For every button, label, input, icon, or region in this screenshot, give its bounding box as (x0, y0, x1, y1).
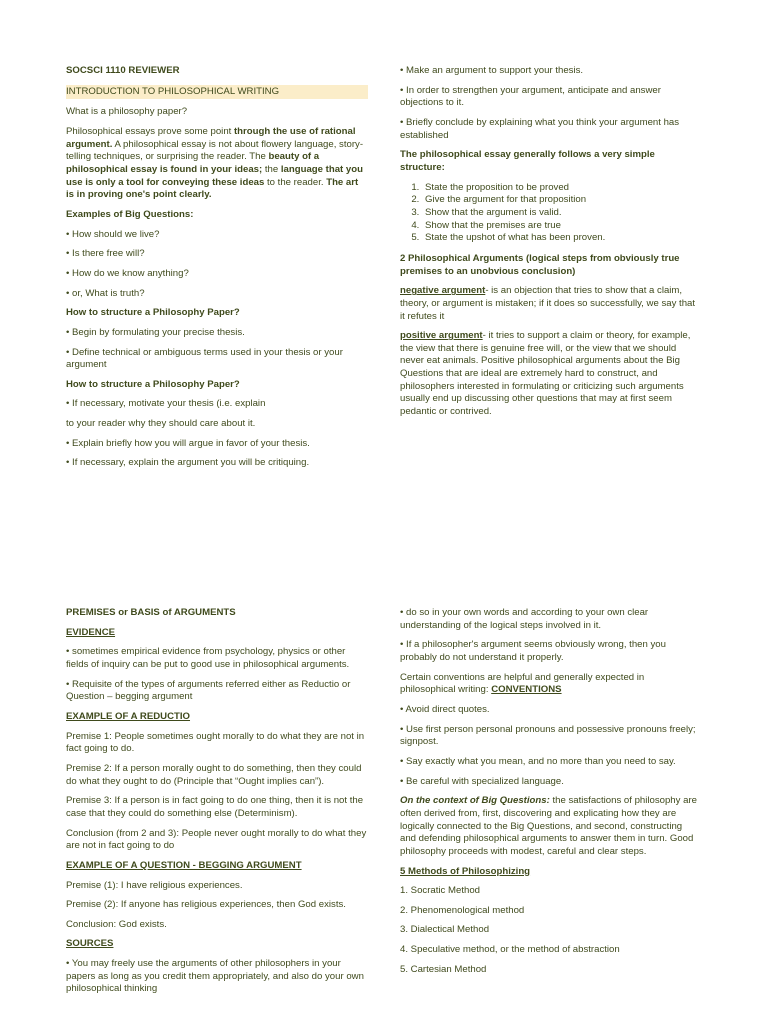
positive-argument-paragraph (400, 330, 700, 419)
conventions-term: CONVENTIONS (491, 684, 562, 696)
convention-item: • Use first person personal pronouns and possessive pronouns freely; signpost. (400, 723, 696, 748)
two-arguments-heading: 2 Philosophical Arguments (logical steps from obviously true premises to an unobvious conclusion) (400, 252, 680, 277)
intro-bold-1: through the use of rational argument. (66, 125, 356, 150)
structure-heading: How to structure a Philosophy Paper? (66, 307, 240, 319)
course-title: SOCSCI 1110 REVIEWER (66, 65, 180, 76)
conventions-lead: Certain conventions are helpful and generally expected in philosophical writing: (400, 671, 645, 696)
structure-step: 5. State the upshot of what has been proven. (422, 232, 700, 245)
methods-heading: 5 Methods of Philosophizing (400, 865, 531, 877)
structure-item: to your reader why they should care about it. (66, 418, 256, 430)
convention-item: • Avoid direct quotes. (400, 703, 490, 715)
method-item: 3. Dialectical Method (400, 924, 490, 936)
reductio-item: Premise 3: If a person is in fact going to do one thing, then it is not the case that they could do something else (Determinism). (66, 795, 364, 819)
intro-paragraph (66, 126, 368, 202)
intro-bold-2: beauty of a philosophical essay is found in your ideas; (66, 151, 320, 175)
question-text: What is a philosophy paper? (66, 106, 188, 118)
section-title-highlight: INTRODUCTION TO PHILOSOPHICAL WRITING (66, 85, 368, 100)
conventions-paragraph (400, 672, 700, 697)
bullet-item: • If a philosopher's argument seems obviously wrong, then you probably do not understand it properly. (400, 639, 666, 663)
big-question-item: • Is there free will? (66, 248, 145, 260)
structure-step: 2. Give the argument for that proposition (422, 194, 700, 207)
top-left-column (66, 65, 368, 477)
structure-item: • Explain briefly how you will argue in favor of your thesis. (66, 437, 310, 449)
structure-item: • Begin by formulating your precise thesis. (66, 326, 245, 338)
structure-item: • Define technical or ambiguous terms used in your thesis or your argument (66, 346, 343, 371)
bullet-item: • Briefly conclude by explaining what you think your argument has established (400, 116, 680, 141)
bullet-item: • In order to strengthen your argument, anticipate and answer objections to it. (400, 84, 661, 109)
structure-steps-list (400, 182, 700, 245)
convention-item: • Be careful with specialized language. (400, 775, 564, 787)
begging-item: Premise (1): I have religious experiences. (66, 879, 243, 891)
reductio-item: Conclusion (from 2 and 3): People never ought morally to do what they are not in fact going to do (66, 827, 367, 852)
intro-bold-4: The art is in proving one's point clearly. (66, 176, 359, 201)
positive-argument-text: - it tries to support a claim or theory, for example, the view that there is genuine free will, or the view that we should never eat animals. Positive philosophical arguments about the Big Questions that are ideal are extremely hard to construct, and philosophers interested in formulating or criticizing such arguments usually end up discussing other questions that may at first seem pedantic or contrived. (400, 330, 691, 418)
evidence-item: • sometimes empirical evidence from psychology, physics or other fields of inquiry can be put to good use in philosophical arguments. (66, 646, 350, 670)
big-question-item: • How do we know anything? (66, 267, 189, 279)
positive-argument-term: positive argument (400, 330, 483, 342)
negative-argument-paragraph (400, 285, 700, 323)
begging-argument-heading: EXAMPLE OF A QUESTION - BEGGING ARGUMENT (66, 859, 302, 871)
context-paragraph (400, 795, 700, 858)
method-item: 5. Cartesian Method (400, 963, 487, 975)
method-item: 2. Phenomenological method (400, 904, 525, 916)
intro-bold-3: language that you use is only a tool for conveying these ideas (66, 163, 363, 188)
method-item: 4. Speculative method, or the method of abstraction (400, 944, 620, 956)
reductio-heading: EXAMPLE OF A REDUCTIO (66, 710, 191, 722)
intro-text-2: A philosophical essay is not about flowery language, story-telling techniques, or surprising the reader. The (66, 138, 364, 163)
context-term: On the context of Big Questions: (400, 795, 550, 807)
structure-heading: How to structure a Philosophy Paper? (66, 378, 240, 390)
begging-item: Conclusion: God exists. (66, 918, 167, 930)
essay-structure-heading: The philosophical essay generally follows a very simple structure: (400, 149, 655, 173)
section-title (66, 85, 368, 100)
big-question-item: • How should we live? (66, 228, 160, 240)
structure-step: 4. Show that the premises are true (422, 220, 700, 233)
reductio-item: Premise 1: People sometimes ought morally to do what they are not in fact going to do. (66, 730, 365, 755)
premises-heading: PREMISES or BASIS of ARGUMENTS (66, 607, 236, 618)
structure-item: • If necessary, explain the argument you will be critiquing. (66, 457, 310, 469)
structure-step: 3. Show that the argument is valid. (422, 207, 700, 220)
evidence-heading: EVIDENCE (66, 626, 116, 638)
negative-argument-text: - is an objection that tries to show that a claim, theory, or argument is mistaken; if it does so successfully, we say that it refutes it (400, 285, 696, 322)
big-question-item: • or, What is truth? (66, 287, 145, 299)
method-item: 1. Socratic Method (400, 885, 480, 897)
bullet-item: • do so in your own words and according to your own clear understanding of the logical steps involved in it. (400, 607, 649, 631)
bullet-item: • Make an argument to support your thesis. (400, 65, 584, 76)
structure-step: 1. State the proposition to be proved (422, 182, 700, 195)
intro-text-3: the (262, 163, 281, 175)
sources-text: • You may freely use the arguments of other philosophers in your papers as long as you credit them appropriately, and also do your own philosophical thinking (66, 958, 364, 995)
evidence-item: • Requisite of the types of arguments referred either as Reductio or Question – begging argument (66, 678, 351, 703)
intro-text-1: Philosophical essays prove some point (66, 125, 234, 137)
context-text: the satisfactions of philosophy are often derived from, first, discovering and explicating how they are logically connected to the Big Questions, and second, constructing and defending philosophical arguments to answer them in turn. Good philosophy proceeds with modest, careful and clear steps. (400, 795, 697, 857)
bottom-right-column (400, 607, 700, 983)
sources-heading: SOURCES (66, 938, 114, 950)
top-right-column (400, 65, 700, 426)
convention-item: • Say exactly what you mean, and no more than you need to say. (400, 755, 676, 767)
begging-item: Premise (2): If anyone has religious experiences, then God exists. (66, 899, 346, 911)
intro-text-4: to the reader. (264, 176, 327, 188)
big-questions-heading: Examples of Big Questions: (66, 208, 194, 220)
negative-argument-term: negative argument (400, 285, 486, 297)
reductio-item: Premise 2: If a person morally ought to do something, then they could do what they ought to do (Principle that “Ought implies can”). (66, 762, 362, 787)
structure-item: • If necessary, motivate your thesis (i.e. explain (66, 398, 266, 410)
bottom-left-column (66, 607, 368, 1003)
